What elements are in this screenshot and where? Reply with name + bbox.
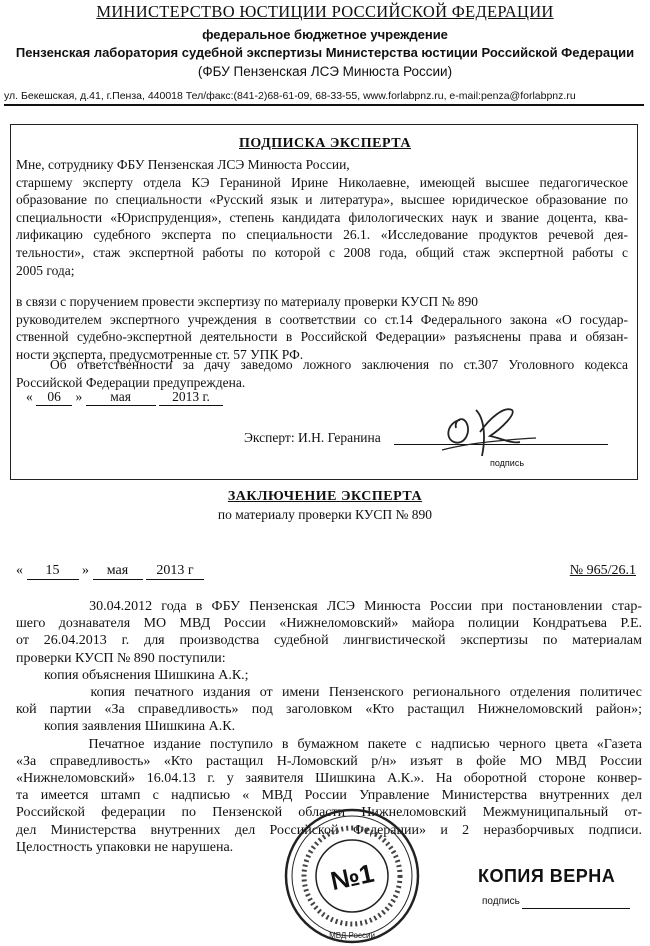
text-line: лификацию судебного эксперта по специальности 26.1. «Исследование продуктов речевой дея- [16,227,628,243]
text-line: Целостность упаковки не нарушена. [16,839,234,855]
subscription-title: ПОДПИСКА ЭКСПЕРТА [239,136,411,151]
subscription-para-3 [16,356,628,391]
text-line: ности эксперта, предусмотренные ст. 57 УПК РФ. [16,346,304,362]
text-line: Об ответственности за дачу заведомо ложного заключения по ст.307 Уголовного кодекса [50,357,628,372]
date-month: мая [93,563,143,580]
text-line: Российской федерации по Пензенской области Нижнеломовский Межмуниципальный от- [16,805,642,821]
text-line: руководителем экспертного учреждения в соответствии со ст.14 Федерального закона «О государ- [16,311,628,327]
text-line: шего дознавателя МО МВД России «Нижнеломовский» майора полиции Кондратьева Р.Е. [16,616,642,632]
conclusion-number: № 965/26.1 [569,563,636,578]
expert-signature-icon [420,398,550,464]
copy-certified-label: КОПИЯ ВЕРНА [478,866,616,886]
text-line: старшему эксперту отдела КЭ Гераниной Ирине Николаевне, имеющей высшее педагогическое [16,174,628,190]
copy-signature-caption: подпись [482,896,520,907]
lab-name: Пензенская лаборатория судебной экспертизы Министерства юстиции Российской Федерации [15,45,635,60]
text-line: Российской Федерации предупреждена. [16,374,246,390]
date-year: 2013 г [146,563,204,580]
date-month: мая [86,389,156,406]
conclusion-subtitle: по материалу проверки КУСП № 890 [217,507,433,522]
copy-signature-line [522,908,630,909]
text-line: «Нижнеломовский» 16.04.13 г. у заявителя Шишкина А.К.». На оборотной стороне конвер- [16,771,642,787]
quote-open: « [16,563,23,578]
quote-close: » [82,563,89,578]
stamp-ring-text: МВД России [329,931,375,940]
lab-abbrev: (ФБУ Пензенская ЛСЭ Минюста России) [197,64,453,79]
subscription-date [26,389,223,406]
subscription-para-1 [16,156,628,279]
text-line: ственной судебно-экспертной деятельности в Российской Федерации» разъяснены права и обязан- [16,329,628,345]
institution-type: федеральное бюджетное учреждение [202,27,448,42]
text-line: в связи с поручением провести экспертизу по материалу проверки КУСП № 890 [16,294,478,309]
ministry-title: МИНИСТЕРСТВО ЮСТИЦИИ РОССИЙСКОЙ ФЕДЕРАЦИИ [96,2,554,21]
text-line: копия заявления Шишкина А.К. [16,719,236,735]
stamp-center-text: №1 [327,857,377,897]
date-day: 15 [27,563,79,580]
text-line: «За справедливость» «Кто растащил Н-Ломовский р/н» изъят в фойе МО МВД России [16,753,642,769]
text-line: проверки КУСП № 890 поступили: [16,650,226,666]
date-day: 06 [36,389,72,406]
expert-name: Эксперт: И.Н. Геранина [244,430,381,445]
text-line: та имеется штамп с надписью « МВД России Управление Министерства внутренних дел [16,788,642,804]
date-year: 2013 г. [159,389,223,406]
text-line: копия объяснения Шишкина А.К.; [16,667,249,683]
text-line: кой партии «За справедливость» под заголовком «Кто растащил Нижнеломовский район»; [16,702,642,718]
quote-open: « [26,389,33,404]
conclusion-date [16,563,204,580]
text-line: 30.04.2012 года в ФБУ Пензенская ЛСЭ Минюста России при постановлении стар- [16,599,642,614]
official-stamp-icon [282,806,422,946]
conclusion-title: ЗАКЛЮЧЕНИЕ ЭКСПЕРТА [227,489,423,504]
lab-address: ул. Бекешская, д.41, г.Пенза, 440018 Тел/факс:(841-2)68-61-09, 68-33-55, www.forlabpnz.ru, e-mail:penza@forlabpnz.ru [4,90,644,106]
text-line: от 26.04.2013 г. для производства судебной лингвистической экспертизы по материалам [16,633,642,649]
quote-close: » [75,389,83,404]
text-line: 2005 года; [16,262,75,278]
text-line: дел Министерства внутренних дел Российской Федерации» и 2 неразборчивых подписи. [16,822,642,838]
text-line: тельности», стаж экспертной работы по которой с 2008 года, общий стаж экспертной работы с [16,244,628,260]
text-line: копия печатного издания от имени Пензенского регионального отделения политичес [16,685,642,701]
text-line: специальности «Юриспруденция», степень кандидата филологических наук и звание доцента, ква- [16,209,628,225]
text-line: Мне, сотруднику ФБУ Пензенская ЛСЭ Минюста России, [16,157,350,172]
subscription-para-2 [16,293,628,363]
text-line: Печатное издание поступило в бумажном пакете с надписью черного цвета «Газета [16,736,642,752]
signature-caption: подпись [490,458,525,468]
text-line: образование по специальности «Русский язык и литература», высшее юридическое образование по [16,192,628,208]
